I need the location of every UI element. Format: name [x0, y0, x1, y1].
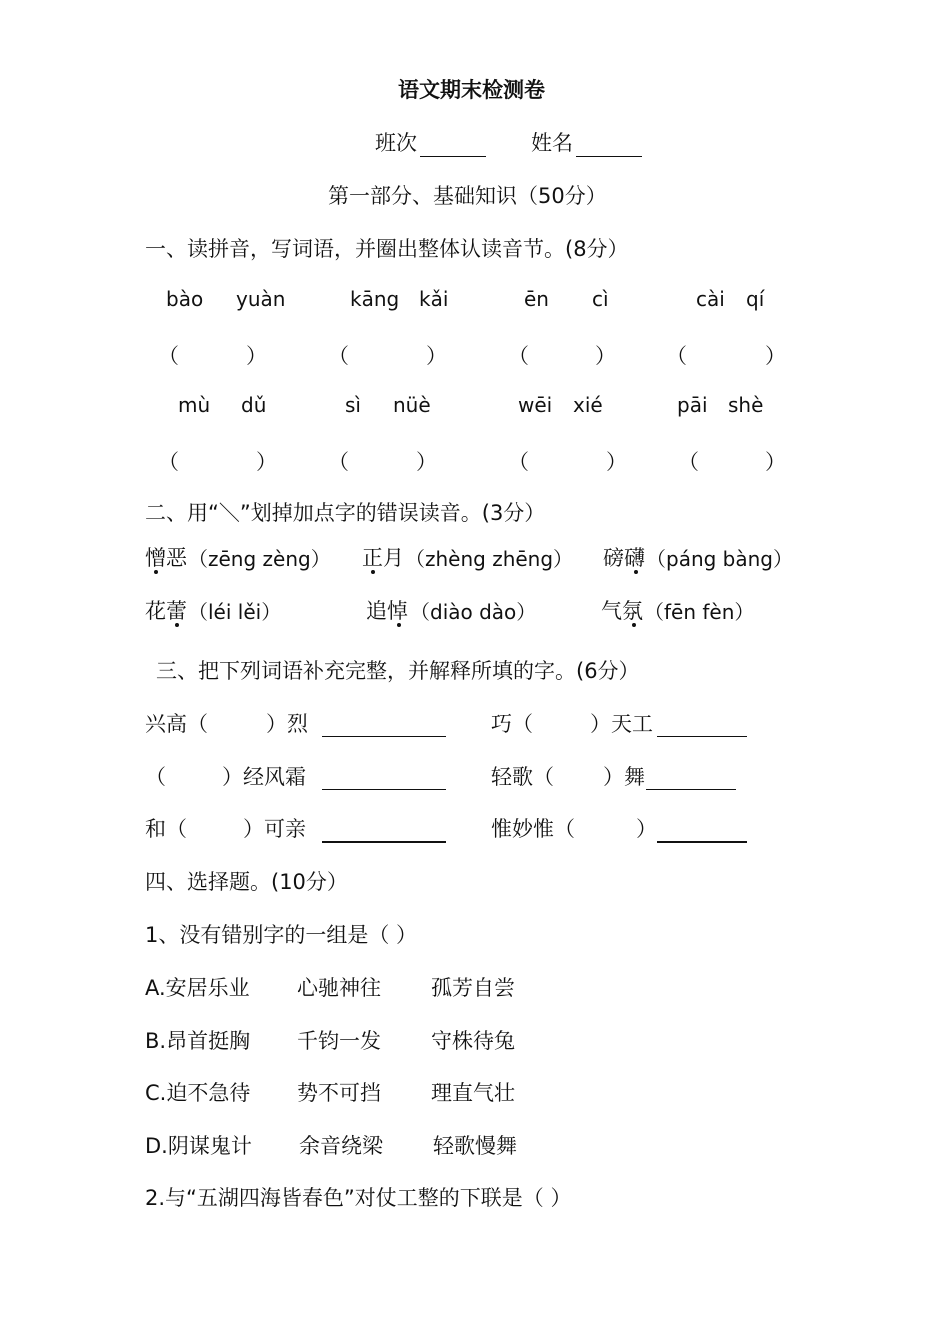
idiom-suffix: ）烈 — [266, 712, 308, 736]
answer-paren-open: （ — [508, 344, 529, 368]
pinyin: cì — [592, 287, 609, 311]
idiom-prefix: 和（ — [145, 817, 187, 841]
answer-paren-open: （ — [678, 450, 699, 474]
idiom-suffix: ）经风霜 — [222, 765, 306, 789]
q2-word: 正月 — [362, 546, 404, 570]
idiom-suffix: ） — [636, 817, 657, 841]
q2-word: 花蕾 — [145, 599, 187, 623]
answer-line — [322, 817, 446, 843]
q2-pinyin: （léi lěi） — [188, 600, 282, 624]
q2-pinyin: （zēng zèng） — [188, 547, 331, 571]
emphasis-dot — [632, 623, 636, 627]
pinyin: sì — [345, 393, 361, 417]
q4-question-2: 2.与“五湖四海皆春色”对仗工整的下联是（ ） — [145, 1186, 572, 1210]
pinyin: shè — [728, 393, 764, 417]
pinyin: dǔ — [241, 393, 267, 417]
q2-pinyin: （fēn fèn） — [644, 600, 755, 624]
answer-paren-close: ） — [416, 450, 437, 474]
pinyin: yuàn — [236, 287, 286, 311]
q4-question-1: 1、没有错别字的一组是（ ） — [145, 923, 418, 947]
pinyin: mù — [178, 393, 211, 417]
pinyin: bào — [166, 287, 204, 311]
idiom-prefix: 巧（ — [491, 712, 533, 736]
pinyin: nüè — [393, 393, 431, 417]
part1-heading: 第一部分、基础知识（50分） — [328, 184, 607, 208]
name-label: 姓名 — [531, 131, 573, 155]
pinyin: ēn — [524, 287, 549, 311]
option-b-word: 守株待兔 — [431, 1029, 515, 1053]
answer-paren-open: （ — [158, 344, 179, 368]
emphasis-dot — [371, 570, 375, 574]
q3-heading: 三、把下列词语补充完整，并解释所填的字。(6分） — [156, 659, 640, 683]
option-c-word: 理直气壮 — [431, 1081, 515, 1105]
emphasis-dot — [634, 570, 638, 574]
emphasis-dot — [397, 623, 401, 627]
answer-paren-open: （ — [328, 344, 349, 368]
idiom-suffix: ）可亲 — [243, 817, 306, 841]
option-d: D.阴谋鬼计 — [145, 1134, 252, 1158]
q2-word: 气氛 — [601, 599, 643, 623]
pinyin: kǎi — [419, 287, 449, 311]
answer-paren-close: ） — [256, 450, 277, 474]
page-title: 语文期末检测卷 — [398, 78, 545, 102]
option-a-word: 孤芳自尝 — [431, 976, 515, 1000]
q2-word: 磅礴 — [603, 546, 645, 570]
idiom-prefix: （ — [145, 765, 166, 789]
pinyin: pāi — [677, 393, 708, 417]
option-c: C.迫不急待 — [145, 1081, 251, 1105]
q2-heading: 二、用“＼”划掉加点字的错误读音。(3分） — [145, 501, 546, 525]
idiom-suffix: ）天工 — [590, 712, 653, 736]
option-a: A.安居乐业 — [145, 976, 250, 1000]
q4-heading: 四、选择题。(10分） — [145, 870, 348, 894]
emphasis-dot — [154, 570, 158, 574]
option-c-word: 势不可挡 — [297, 1081, 381, 1105]
pinyin: kāng — [350, 287, 400, 311]
q2-pinyin: （páng bàng） — [646, 547, 794, 571]
class-label: 班次 — [375, 131, 417, 155]
answer-paren-close: ） — [426, 344, 447, 368]
q2-word: 憎恶 — [145, 546, 187, 570]
emphasis-dot — [175, 623, 179, 627]
q2-pinyin: （diào dào） — [410, 600, 537, 624]
pinyin: qí — [746, 287, 765, 311]
answer-paren-open: （ — [666, 344, 687, 368]
answer-line — [646, 765, 736, 790]
option-b: B.昂首挺胸 — [145, 1029, 251, 1053]
idiom-prefix: 兴高（ — [145, 712, 208, 736]
answer-paren-close: ） — [606, 450, 627, 474]
answer-line — [322, 712, 446, 737]
answer-paren-close: ） — [595, 344, 616, 368]
q1-heading: 一、读拼音，写词语，并圈出整体认读音节。(8分） — [145, 237, 629, 261]
pinyin: cài — [696, 287, 725, 311]
answer-paren-close: ） — [765, 450, 786, 474]
pinyin: wēi — [518, 393, 553, 417]
answer-paren-open: （ — [328, 450, 349, 474]
idiom-prefix: 轻歌（ — [491, 765, 554, 789]
name-blank — [576, 130, 642, 157]
idiom-suffix: ）舞 — [603, 765, 645, 789]
option-d-word: 余音绕梁 — [299, 1134, 383, 1158]
option-d-word: 轻歌慢舞 — [433, 1134, 517, 1158]
option-a-word: 心驰神往 — [297, 976, 381, 1000]
answer-paren-open: （ — [158, 450, 179, 474]
answer-line — [322, 765, 446, 790]
answer-paren-close: ） — [765, 344, 786, 368]
class-blank — [420, 130, 486, 157]
pinyin: xié — [573, 393, 603, 417]
answer-line — [657, 817, 747, 843]
answer-paren-open: （ — [508, 450, 529, 474]
answer-line — [657, 712, 747, 737]
answer-paren-close: ） — [246, 344, 267, 368]
idiom-prefix: 惟妙惟（ — [491, 817, 575, 841]
q2-word: 追悼 — [366, 599, 408, 623]
option-b-word: 千钧一发 — [297, 1029, 381, 1053]
q2-pinyin: （zhèng zhēng） — [405, 547, 574, 571]
